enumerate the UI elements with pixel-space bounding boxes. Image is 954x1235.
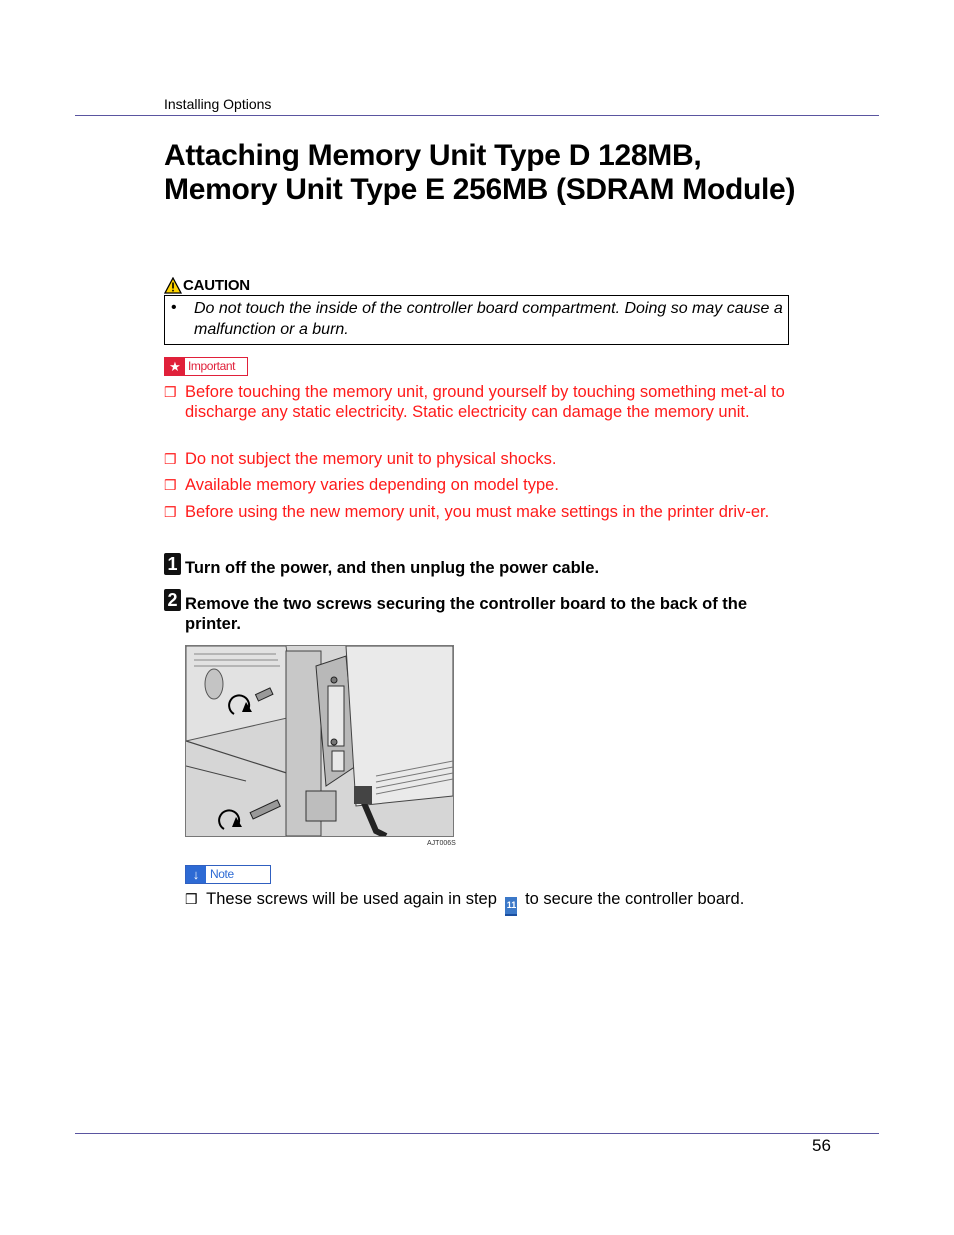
important-item-text: Before touching the memory unit, ground yourself by touching something met-al to discharge any static electricity. Static electricity can damage the memory unit.	[185, 383, 785, 421]
checkbox-icon: ❒	[185, 891, 198, 907]
page-number: 56	[812, 1136, 831, 1155]
step-instruction: Turn off the power, and then unplug the power cable.	[185, 559, 600, 577]
caution-label: CAUTION	[183, 276, 250, 294]
checkbox-icon: ❒	[164, 451, 177, 467]
running-header: Installing Options	[164, 96, 272, 112]
important-badge	[164, 357, 248, 376]
figure-code: AJT006S	[427, 840, 456, 847]
step-number-badge: 2	[164, 589, 181, 611]
down-arrow-icon: ↓	[186, 866, 206, 883]
step-instruction: Remove the two screws securing the controller board to the back of the printer.	[185, 595, 748, 633]
bullet: •	[171, 299, 177, 316]
page-title: Attaching Memory Unit Type D 128MB, Memory Unit Type E 256MB (SDRAM Module)	[164, 139, 796, 206]
note-text-after: to secure the controller board.	[525, 890, 745, 908]
step-reference-link[interactable]: 11	[505, 897, 517, 916]
note-label: Note	[210, 867, 234, 881]
important-item-text: Before using the new memory unit, you must make settings in the printer driv-er.	[185, 503, 770, 521]
controller-board-screws-illustration	[186, 646, 453, 836]
warning-triangle-icon	[164, 277, 182, 294]
important-item-text: Available memory varies depending on model type.	[185, 476, 559, 494]
step-number-badge: 1	[164, 553, 181, 575]
note-badge	[185, 865, 271, 884]
note-text-before: These screws will be used again in step	[206, 890, 497, 908]
header-rule	[75, 115, 879, 116]
printer-back-illustration	[185, 645, 454, 837]
checkbox-icon: ❒	[164, 477, 177, 493]
star-icon: ★	[165, 358, 185, 375]
checkbox-icon: ❒	[164, 504, 177, 520]
important-label: Important	[188, 359, 236, 373]
footer-rule	[75, 1133, 879, 1134]
checkbox-icon: ❒	[164, 384, 177, 400]
caution-heading	[164, 275, 250, 295]
caution-text: Do not touch the inside of the controller board compartment. Doing so may cause a malfunction or a burn.	[194, 300, 783, 338]
note-item	[185, 889, 805, 916]
caution-box	[164, 295, 789, 345]
important-item-text: Do not subject the memory unit to physical shocks.	[185, 450, 557, 468]
